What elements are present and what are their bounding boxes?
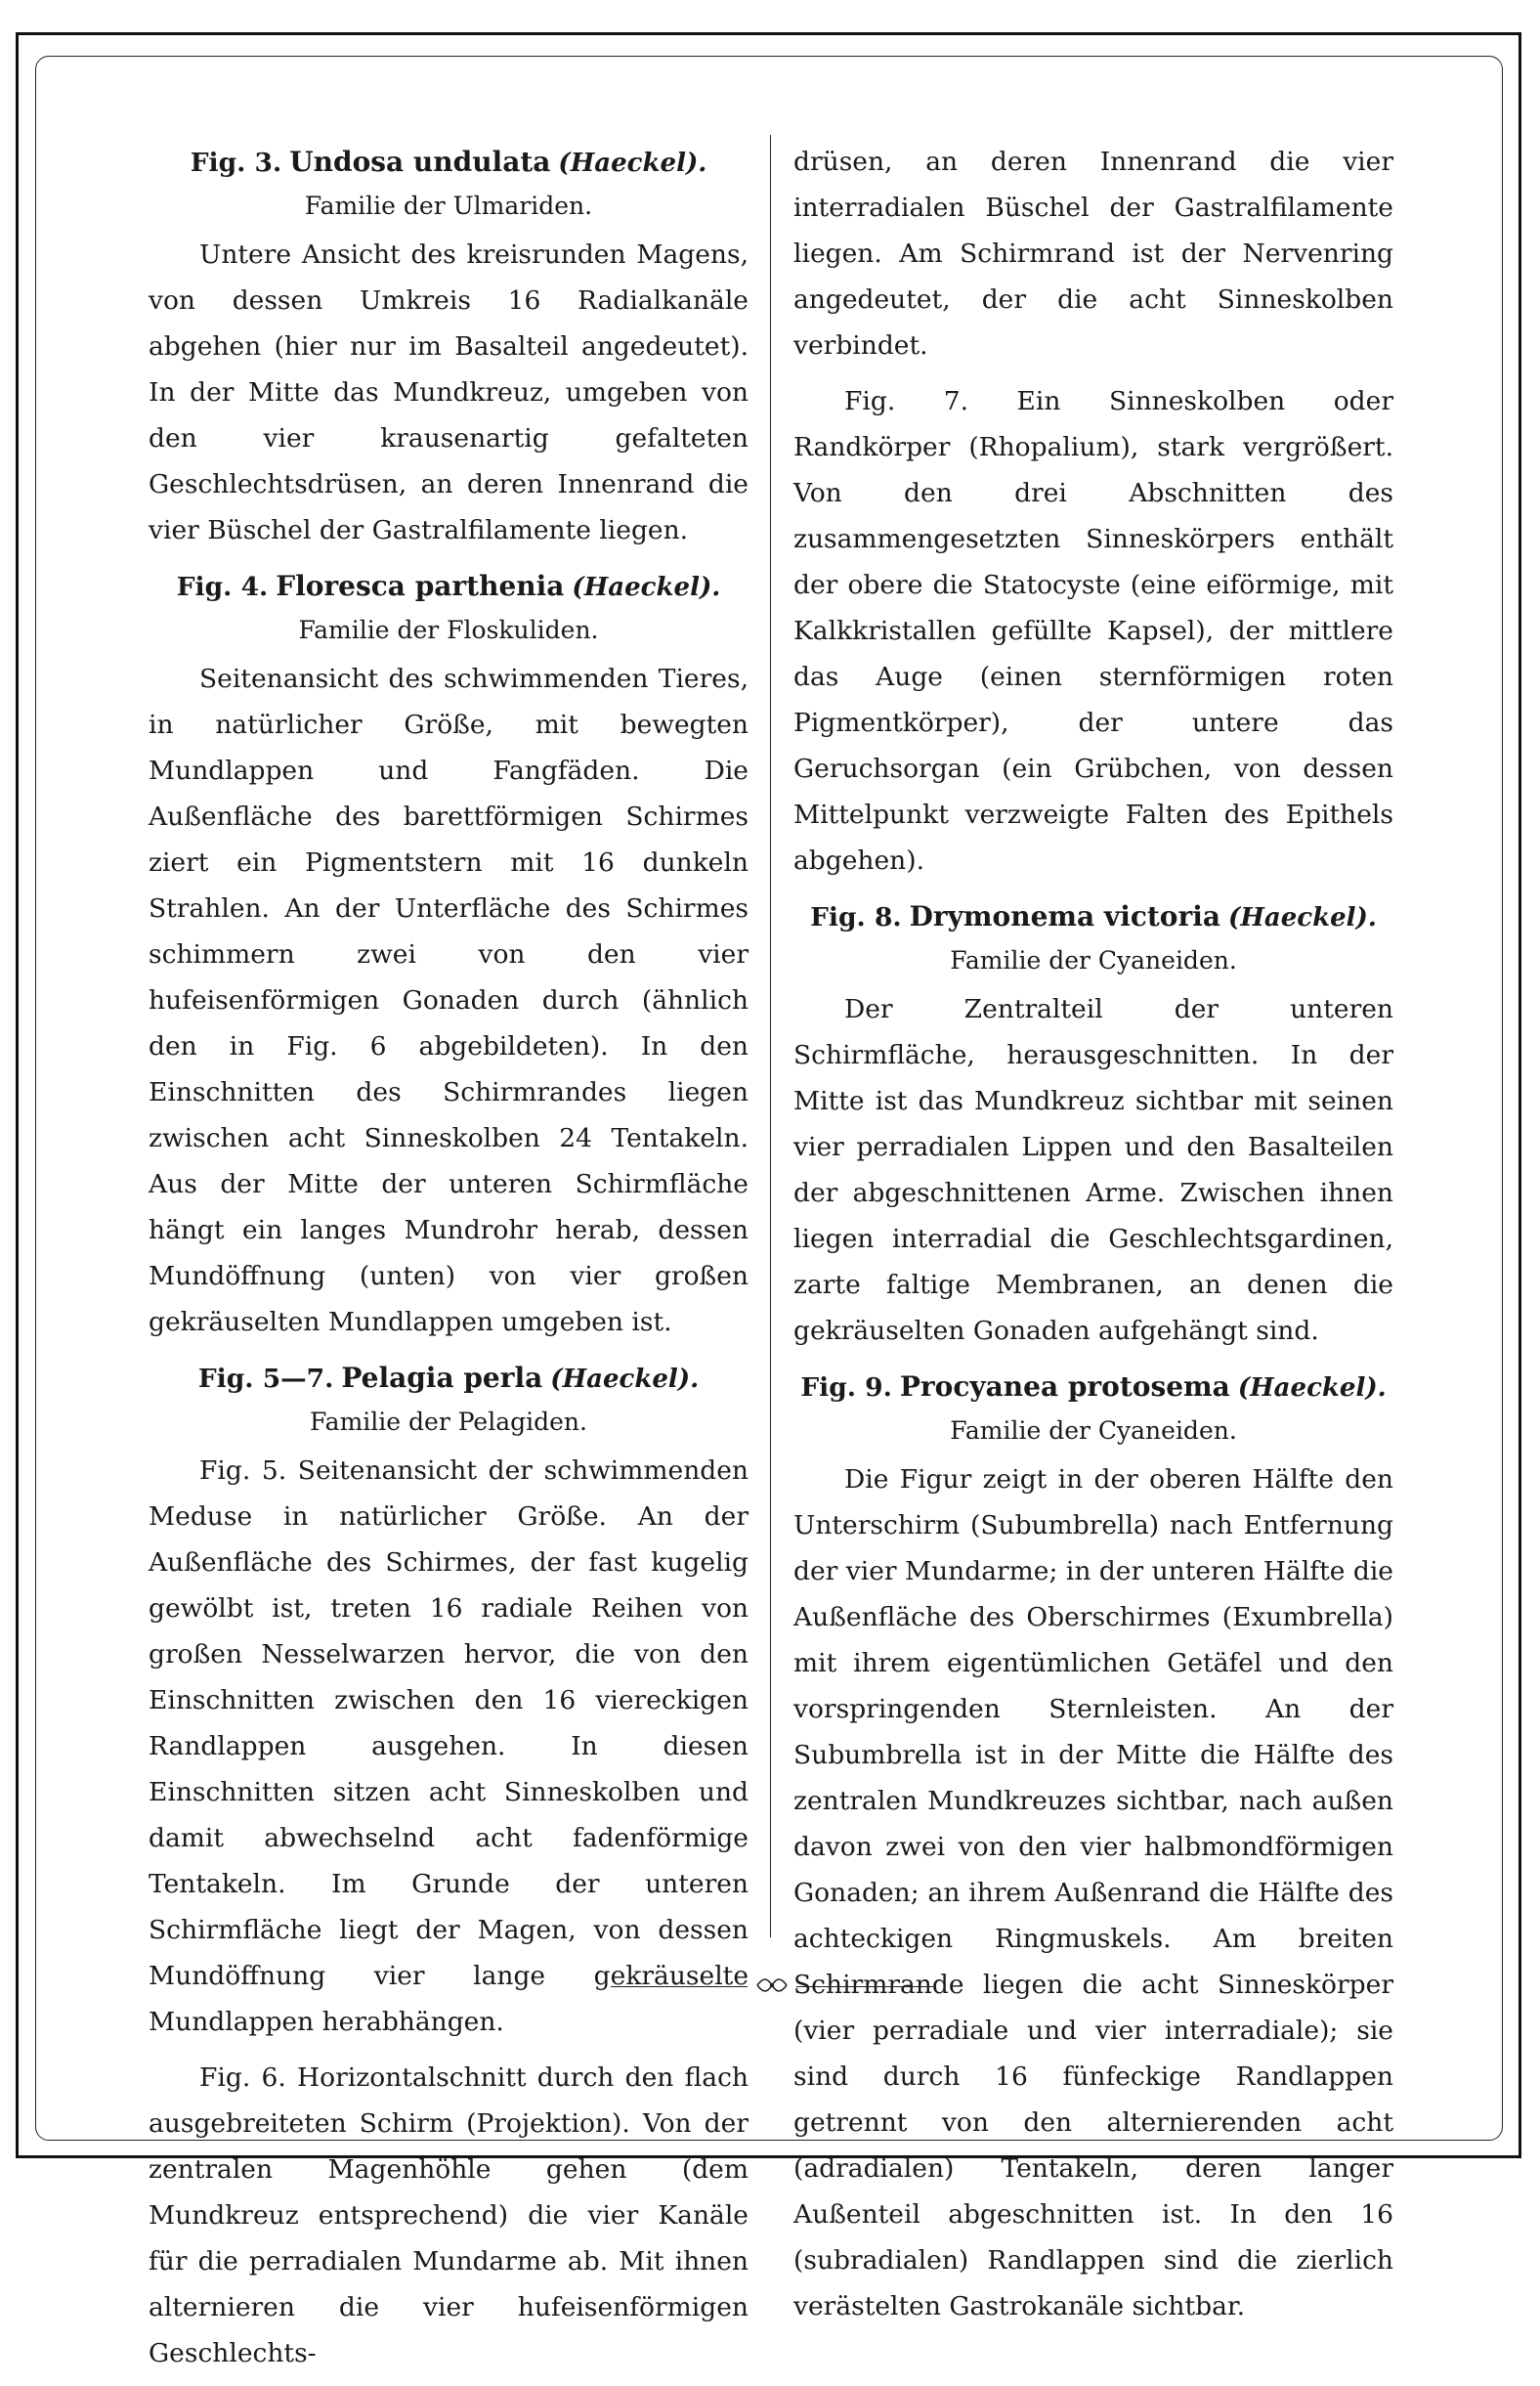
fig3-heading bbox=[149, 139, 749, 187]
flourish-icon bbox=[755, 1974, 789, 1996]
ornament-right-rule bbox=[796, 1986, 933, 1987]
fig6-continuation-text: drüsen, an deren Innenrand die vier interradialen Büschel der Gastralfilamente liegen. Am Schirmrand ist der Nervenring angedeutet, der die acht Sinneskolben verbindet. bbox=[793, 147, 1393, 361]
fig9-species: Procyanea protosema bbox=[899, 1370, 1230, 1403]
fig5-text: Fig. 5. Seitenansicht der schwimmenden Meduse in natürlicher Größe. An der Außenfläche des Schirmes, der fast kugelig gewölbt ist, treten 16 radiale Reihen von großen Nesselwarzen hervor, die von den Einschnitten zwischen den 16 viereckigen Randlappen ausgehen. In diesen Einschnitten sitzen acht Sinneskolben und damit abwechselnd acht fadenförmige Tentakeln. Im Grunde der unteren Schirmfläche liegt der Magen, von dessen Mundöffnung vier lange gekräuselte Mundlappen herabhängen. bbox=[149, 1455, 749, 2037]
fig5-7-label: Fig. 5—7. bbox=[197, 1364, 334, 1394]
fig5-7-species: Pelagia perla bbox=[341, 1362, 543, 1394]
right-column bbox=[793, 139, 1393, 2339]
ornament-flourish-icon bbox=[755, 1974, 789, 2003]
fig9-section bbox=[793, 1364, 1393, 2329]
fig8-family: Familie der Cyaneiden. bbox=[950, 946, 1237, 975]
fig8-species: Drymonema victoria bbox=[909, 900, 1221, 933]
fig5-7-author: (Haeckel). bbox=[550, 1365, 700, 1394]
fig4-text: Seitenansicht des schwimmenden Tieres, in natürlicher Größe, mit bewegten Mundlappen und Fangfäden. Die Außenfläche des barettförmigen Schirmes ziert ein Pigmentstern mit 16 dunkeln Strahlen. An der Unterfläche des Schirmes schimmern zwei von den vier hufeisenförmigen Gonaden durch (ähnlich den in Fig. 6 abgebildeten). In den Einschnitten des Schirmrandes liegen zwischen acht Sinneskolben 24 Tentakeln. Aus der Mitte der unteren Schirmfläche hängt ein langes Mundrohr herab, dessen Mundöffnung (unten) von vier großen gekräuselten Mundlappen umgeben ist. bbox=[149, 664, 749, 1337]
fig9-family: Familie der Cyaneiden. bbox=[950, 1416, 1237, 1445]
fig5-7-section bbox=[149, 1355, 749, 2376]
fig3-family: Familie der Ulmariden. bbox=[304, 192, 593, 220]
fig3-author: (Haeckel). bbox=[558, 149, 707, 178]
fig9-label: Fig. 9. bbox=[800, 1372, 892, 1403]
column-divider bbox=[770, 135, 771, 1937]
fig3-species: Undosa undulata bbox=[289, 146, 551, 178]
fig4-heading bbox=[149, 563, 749, 611]
fig3-label: Fig. 3. bbox=[190, 148, 282, 178]
fig8-text: Der Zentralteil der unteren Schirmfläche, herausgeschnitten. In der Mitte ist das Mundkreuz sichtbar mit seinen vier perradialen Lippen und den Basalteilen der abgeschnittenen Arme. Zwischen ihnen liegen interradial die Geschlechtsgardinen, zarte faltige Membranen, an denen die gekräuselten Gonaden aufgehängt sind. bbox=[793, 994, 1393, 1346]
fig6-text: Fig. 6. Horizontalschnitt durch den flach ausgebreiteten Schirm (Projektion). Von der zentralen Magenhöhle gehen (dem Mundkreuz entsprechend) die vier Kanäle für die perradialen Mundarme ab. Mit ihnen alternieren die vier hufeisenförmigen Geschlechts- bbox=[149, 2062, 749, 2368]
fig4-family: Familie der Floskuliden. bbox=[298, 616, 599, 644]
fig3-text: Untere Ansicht des kreisrunden Magens, von dessen Umkreis 16 Radialkanäle abgehen (hier nur im Basalteil angedeutet). In der Mitte das Mundkreuz, umgeben von den vier krausenartig gefalteten Geschlechtsdrüsen, an deren Innenrand die vier Büschel der Gastralfilamente liegen. bbox=[149, 239, 749, 545]
fig8-label: Fig. 8. bbox=[810, 902, 902, 933]
fig8-section bbox=[793, 893, 1393, 1354]
fig7-text: Fig. 7. Ein Sinneskolben oder Randkörper (Rhopalium), stark vergrößert. Von den drei Abschnitten des zusammengesetzten Sinneskörpers enthält der obere die Statocyste (eine eiförmige, mit Kalkkristallen gefüllte Kapsel), der mittlere das Auge (einen sternförmigen roten Pigmentkörper), der untere das Geruchsorgan (ein Grübchen, von dessen Mittelpunkt verzweigte Falten des Epithels abgehen). bbox=[793, 386, 1393, 876]
ornament-left-rule bbox=[611, 1986, 748, 1987]
fig4-species: Floresca parthenia bbox=[276, 570, 565, 602]
fig4-author: (Haeckel). bbox=[572, 573, 721, 602]
fig4-label: Fig. 4. bbox=[176, 572, 269, 602]
fig8-author: (Haeckel). bbox=[1228, 903, 1377, 933]
fig5-7-family: Familie der Pelagiden. bbox=[310, 1408, 587, 1436]
fig5-7-heading bbox=[149, 1355, 749, 1403]
fig9-author: (Haeckel). bbox=[1237, 1373, 1387, 1403]
fig3-section bbox=[149, 139, 749, 553]
fig8-heading bbox=[793, 893, 1393, 941]
left-column bbox=[149, 139, 749, 2386]
closing-ornament bbox=[611, 1973, 933, 2002]
fig9-text: Die Figur zeigt in der oberen Hälfte den Unterschirm (Subumbrella) nach Entfernung der vier Mundarme; in der unteren Hälfte die Außenfläche des Oberschirmes (Exumbrella) mit ihrem eigentümlichen Getäfel und den vorspringenden Sternleisten. An der Subumbrella ist in der Mitte die Hälfte des zentralen Mundkreuzes sichtbar, nach außen davon zwei von den vier halbmondförmigen Gonaden; an ihrem Außenrand die Hälfte des achteckigen Ringmuskels. Am breiten Schirmrande liegen die acht Sinneskörper (vier perradiale und vier interradiale); sie sind durch 16 fünfeckige Randlappen getrennt von den alternierenden acht (adradialen) Tentakeln, deren langer Außenteil abgeschnitten ist. In den 16 (subradialen) Randlappen sind die zierlich verästelten Gastrokanäle sichtbar. bbox=[793, 1464, 1393, 2321]
fig4-section bbox=[149, 563, 749, 1345]
fig9-heading bbox=[793, 1364, 1393, 1411]
